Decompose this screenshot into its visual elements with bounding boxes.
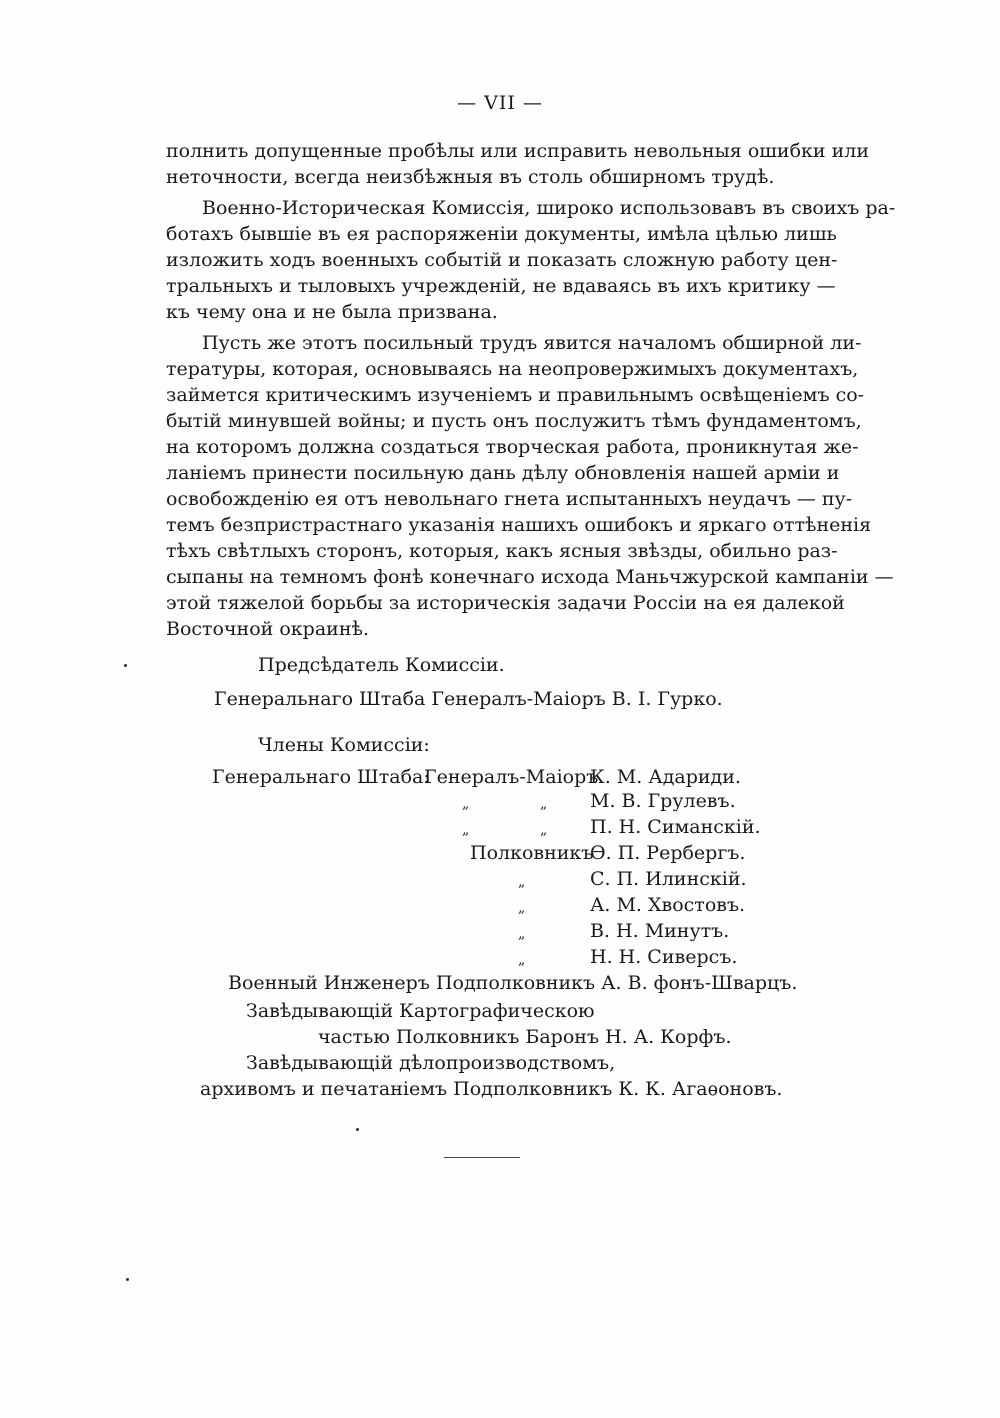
text-line: неточности, всегда неизбѣжныя въ столь обширномъ трудѣ. [166, 166, 775, 188]
paragraph-2 [166, 195, 896, 325]
chairman-heading: Предсѣдатель Комиссіи. [258, 654, 505, 676]
text-line: на которомъ должна создаться творческая работа, проникнутая же- [166, 436, 859, 458]
rank-major-general: Генералъ-Маіоръ [424, 766, 599, 788]
records-line-1: Завѣдывающій дѣлопроизводствомъ, [246, 1052, 616, 1074]
closing-rule [444, 1157, 520, 1158]
ditto-mark: „ [518, 900, 526, 916]
text-line: освобожденію ея отъ невольнаго гнета испытанныхъ неудачъ — пу- [166, 488, 853, 510]
member-name: Ѳ. П. Рербергъ. [590, 842, 746, 864]
text-line: сыпаны на темномъ фонѣ конечнаго исхода Маньчжурской кампаніи — [166, 566, 894, 588]
ditto-mark: „ [462, 822, 470, 838]
scan-speck [126, 1278, 129, 1281]
ditto-mark: „ [518, 874, 526, 890]
text-line: изложить ходъ военныхъ событій и показать сложную работу цен- [166, 249, 838, 271]
text-line: полнить допущенные пробѣлы или исправить невольныя ошибки или [166, 140, 870, 162]
engineer-line: Военный Инженеръ Подполковникъ А. В. фонъ-Шварцъ. [228, 972, 798, 994]
ditto-mark: „ [540, 822, 548, 838]
body-text [166, 138, 896, 642]
paragraph-3 [166, 330, 894, 642]
text-line: ланіемъ принести посильную дань дѣлу обновленія нашей арміи и [166, 462, 840, 484]
paragraph-1 [166, 138, 870, 190]
text-line: тральныхъ и тыловыхъ учрежденій, не вдаваясь въ ихъ критику — [166, 275, 836, 297]
chairman-name: Генеральнаго Штаба Генералъ-Маіоръ В. I. Гурко. [214, 688, 723, 710]
text-line: займется критическимъ изученіемъ и правильнымъ освѣщеніемъ со- [166, 384, 865, 406]
text-line: ботахъ бывшіе въ ея распоряженіи документы, имѣла цѣлью лишь [166, 223, 837, 245]
scan-speck [356, 1128, 359, 1131]
page-number: — VII — [457, 92, 543, 114]
member-name: П. Н. Симанскій. [590, 816, 761, 838]
text-line: бытій минувшей войны; и пусть онъ послужитъ тѣмъ фундаментомъ, [166, 410, 862, 432]
records-line-2: архивомъ и печатаніемъ Подполковникъ К. К. Агаѳоновъ. [200, 1078, 783, 1100]
member-name: М. В. Грулевъ. [590, 790, 736, 812]
text-line: этой тяжелой борьбы за историческія задачи Россіи на ея далекой [166, 592, 845, 614]
general-staff-prefix: Генеральнаго Штаба: [212, 766, 430, 788]
ditto-mark: „ [518, 926, 526, 942]
member-name: Н. Н. Сиверсъ. [590, 946, 738, 968]
member-name: К. М. Адариди. [590, 766, 741, 788]
member-name: А. М. Хвостовъ. [590, 894, 746, 916]
cartography-line-1: Завѣдывающій Картографическою [246, 1000, 595, 1022]
text-line: тѣхъ свѣтлыхъ сторонъ, которыя, какъ ясныя звѣзды, обильно раз- [166, 540, 838, 562]
members-heading: Члены Комиссіи: [258, 734, 430, 756]
member-name: С. П. Илинскій. [590, 868, 747, 890]
text-line: Военно-Историческая Комиссія, широко использовавъ въ своихъ ра- [202, 197, 896, 219]
text-line: тературы, которая, основываясь на неопровержимыхъ документахъ, [166, 358, 859, 380]
cartography-line-2: частью Полковникъ Баронъ Н. А. Корфъ. [318, 1026, 732, 1048]
rank-colonel: Полковникъ [470, 842, 594, 864]
text-line: Пусть же этотъ посильный трудъ явится началомъ обширной ли- [202, 332, 862, 354]
ditto-mark: „ [518, 952, 526, 968]
ditto-mark: „ [462, 796, 470, 812]
scan-speck [124, 664, 127, 667]
text-line: къ чему она и не была призвана. [166, 301, 498, 323]
member-name: В. Н. Минутъ. [590, 920, 730, 942]
text-line: темъ безпристрастнаго указанія нашихъ ошибокъ и яркаго оттѣненія [166, 514, 872, 536]
ditto-mark: „ [540, 796, 548, 812]
text-line: Восточной окраинѣ. [166, 618, 369, 640]
